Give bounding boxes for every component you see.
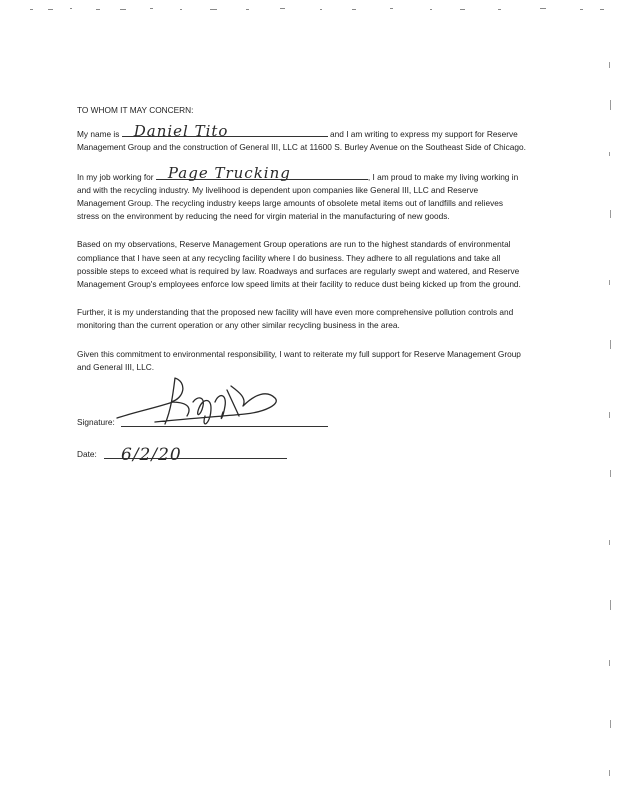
job-prefix: In my job working for [77, 171, 154, 182]
job-suffix: , I am proud to make my living working in and with the recycling industry. My livelihood is dependent upon companies like General III, LLC and Reserve Management Group. The recycling industry keeps large amounts of obsolete metal items out of landfills and relieves stress on the environment by reducing the need for virgin material in the manufacturing of new goods. [77, 171, 519, 222]
scan-noise-top [0, 0, 618, 14]
handwritten-name: Daniel Tito [133, 122, 229, 140]
date-label: Date: [77, 449, 97, 460]
signature-row [77, 416, 527, 430]
employer-field [156, 164, 368, 183]
paragraph-closing: Given this commitment to environmental responsibility, I want to reiterate my full support for Reserve Management Group and General III, LLC. [77, 348, 521, 372]
paragraph-job [77, 164, 527, 224]
intro-suffix: and I am writing to express my support for Reserve Management Group and the construction of General III, LLC at 11600 S. Burley Avenue on the Southeast Side of Chicago. [77, 129, 526, 153]
signature-label: Signature: [77, 417, 115, 428]
paragraph-intro [77, 122, 527, 154]
paragraph-further: Further, it is my understanding that the proposed new facility will have even more comprehensive pollution controls and monitoring than the current operation or any other similar recycling business in the area. [77, 307, 514, 331]
name-field [122, 122, 328, 140]
handwritten-date: 6/2/20 [121, 444, 182, 465]
paragraph-observations: Based on my observations, Reserve Management Group operations are run to the highest standards of environmental compliance that I have seen at any recycling facility where I do business. They adhere to all regulations and take all possible steps to exceed what is required by law. Roadways and surfaces are regularly swept and watered, and Reserve Management Group's employees enforce low speed limits at their facility to reduce dust being kicked up from the ground. [77, 239, 521, 290]
intro-prefix: My name is [77, 129, 120, 140]
scan-noise-right-edge [588, 40, 618, 800]
handwritten-signature [115, 372, 285, 432]
handwritten-employer: Page Trucking [167, 164, 291, 183]
letter-body [77, 104, 527, 480]
date-row [77, 444, 527, 465]
salutation: TO WHOM IT MAY CONCERN: [77, 105, 194, 115]
